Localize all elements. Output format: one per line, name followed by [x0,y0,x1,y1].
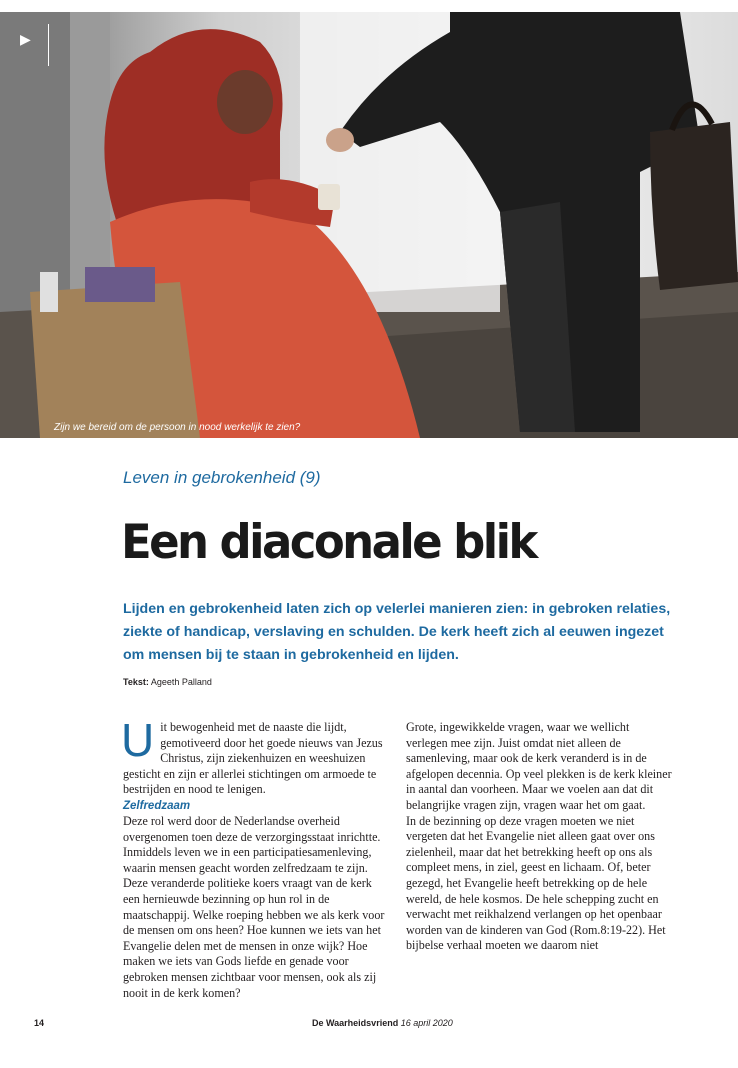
intro-paragraph: it bewogenheid met de naaste die lijdt, gemotiveerd door het goede nieuws van Jezus Christus, zijn ziekenhuizen en weeshuizen gesticht en zijn er allerlei stichtingen om armoede te bestrijden en nood te lenigen. [123,720,383,797]
play-icon[interactable]: ▶ [20,32,31,48]
body-paragraph: In de bezinning op deze vragen moeten we niet vergeten dat het Evangelie niet alleen gaat over ons zielenheil, maar dat het betrekking heeft op ons als compleet mens, in ziel, geest en lichaam. Of, beter gezegd, het Evangelie heeft betrekking op de hele wereld, de hele kosmos. De hele schepping zucht en verwacht met reikhalzend verlangen op het openbaar worden van de kinderen van God (Rom.8:19-22). Het bijbelse verhaal moeten we daarom niet [406,813,666,953]
page-number: 14 [34,1018,45,1028]
article-lead: Lijden en gebrokenheid laten zich op velerlei manieren zien: in gebroken relaties, ziekte of handicap, verslaving en schulden. De kerk heeft zich al eeuwen ingezet om mensen bij te staan in gebrokenheid en lijden. [123,601,671,663]
play-divider [48,24,49,66]
article-title: Een diaconale blik [121,513,536,570]
body-paragraph: Deze rol werd door de Nederlandse overheid overgenomen toen deze de verzorgingsstaat inrichtte. Inmiddels leven we in een participatiesamenleving, waarin mensen geacht worden zelfredzaam te zijn. Deze veranderde politieke koers vraagt van de kerk een hernieuwde bezinning op hun rol in de maatschappij. Welke roeping hebben we als kerk voor de mensen om ons heen? Hoe kunnen we iets van het Evangelie delen met de mensen in onze wijk? Hoe maken we iets van Gods liefde en genade voor gebroken mensen zichtbaar voor mensen, ook als zij nooit in de kerk komen? [123,813,385,1000]
issue-date: 16 april 2020 [400,1018,453,1028]
photo-illustration [0,12,738,438]
drop-cap: U [121,714,155,766]
subheading-zelfredzaam: Zelfredzaam [123,799,191,812]
article-column-left [121,714,389,1001]
series-label: Leven in gebrokenheid (9) [123,468,321,487]
body-paragraph: Grote, ingewikkelde vragen, waar we wellicht verlegen mee zijn. Juist omdat niet alleen de samenleving, maar ook de kerk veranderd is in de afgelopen decennia. Op veel plekken is de kerk kleiner in aantal dan voorheen. Maar we voelen aan dat dit belangrijke vragen zijn, vragen waar het om gaat. [406,720,672,812]
photo-caption: Zijn we bereid om de persoon in nood werkelijk te zien? [54,422,301,433]
byline-label: Tekst: [123,677,149,687]
article-photo [0,12,738,438]
byline-author: Ageeth Palland [150,677,212,687]
magazine-footer [312,1018,453,1028]
article-column-right [406,720,672,954]
magazine-name: De Waarheidsvriend [312,1018,399,1028]
byline [123,677,212,687]
